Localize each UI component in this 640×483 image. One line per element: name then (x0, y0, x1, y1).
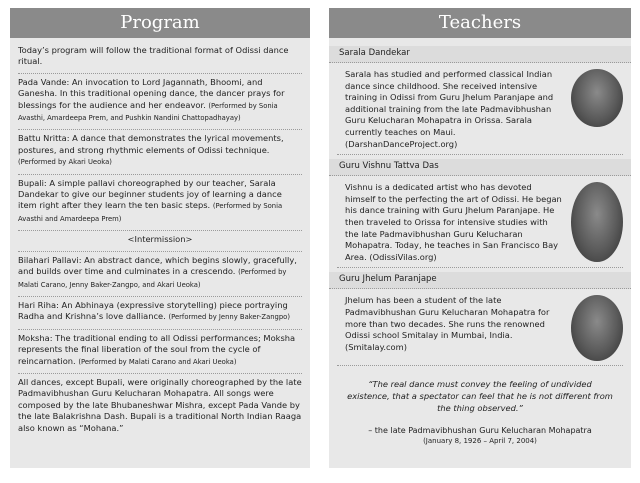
program-item-desc: : An Abhinaya (expressive storytelling) piece portraying Radha and Krishna’s love dalliance. (18, 299, 288, 322)
program-item (18, 330, 302, 374)
teacher-bio: Vishnu is a dedicated artist who has devoted himself to the perfecting the art of Odissi. He began his dance training with Guru Jhelum Paranjape. He then traveled to Orissa for intensive studies with the late Padmavibhushan Guru Kelucharan Mohapatra. Today, he teaches in San Francisco Bay Area. (OdissiVilas.org) (345, 182, 562, 262)
teachers-title: Teachers (329, 8, 631, 38)
program-intro: Today’s program will follow the traditional format of Odissi dance ritual. (18, 42, 302, 74)
program-item-note: (Performed by Malati Carano and Akari Ueoka) (78, 357, 237, 366)
teacher-photo (571, 295, 623, 361)
program-footer: All dances, except Bupali, were originally choreographed by the late Padmavibhushan Guru Kelucharan Mohapatra. All songs were composed by the late Bhubaneshwar Mishra, except Pada Vande by the late Balakrishna Dash. Bupali is a traditional North Indian Raaga also known as “Mohana.” (18, 376, 302, 433)
program-item-desc: : An invocation to Lord Jagannath, Bhoomi, and Ganesha. In this traditional opening dance, the dancer prays for blessings for the audience and her endeavor. (18, 76, 285, 110)
teacher-card (337, 155, 623, 268)
program-item-note: (Performed by Malati Carano, Jenny Baker-Zangpo, and Akari Ueoka) (18, 268, 287, 289)
program-item-name: Bupali (18, 177, 44, 188)
program-item (18, 130, 302, 174)
teacher-card (337, 42, 623, 155)
quote-text: “The real dance must convey the feeling of undivided existence, that a spectator can feel that he is not different from the thing observed.” (347, 379, 613, 414)
teacher-bio: Sarala has studied and performed classical Indian dance since childhood. She received intensive training in Odissi from Guru Jhelum Paranjape and additional training from the late Padmavibhushan Guru Kelucharan Mohapatra in Orissa. Sarala currently teaches on Maui. (DarshanDanceProject.org) (345, 69, 554, 149)
program-item-desc: : The traditional ending to all Odissi performances; Moksha represents the final liberation of the soul from the cycle of reincarnation. (18, 332, 296, 366)
teachers-panel (329, 8, 631, 468)
program-title: Program (10, 8, 310, 38)
program-item-name: Hari Riha (18, 299, 57, 310)
program-item-name: Pada Vande (18, 76, 67, 87)
program-item-desc: : An abstract dance, which begins slowly, gracefully, and builds over time and culminates in a crescendo. (18, 254, 297, 277)
program-item (18, 74, 302, 131)
teacher-bio: Jhelum has been a student of the late Padmavibhushan Guru Kelucharan Mohapatra for more than two decades. She runs the renowned Odissi school Smitalay in Mumbai, India. (Smitalay.com) (345, 295, 550, 352)
program-item-note: (Performed by Jenny Baker-Zangpo) (168, 313, 290, 322)
intermission-label: <Intermission> (18, 231, 302, 251)
program-item (18, 297, 302, 330)
teacher-name: Guru Jhelum Paranjape (329, 272, 631, 289)
teacher-name: Guru Vishnu Tattva Das (329, 159, 631, 176)
program-item-note: (Performed by Akari Ueoka) (18, 158, 112, 167)
quote-attribution: – the late Padmavibhushan Guru Kelucharan Mohapatra (368, 426, 592, 436)
teacher-photo (571, 182, 623, 262)
program-item-desc: : A dance that demonstrates the lyrical movements, postures, and strong rhythmic elements of Odissi technique. (18, 133, 284, 155)
program-item-desc: : A simple pallavi choreographed by our teacher, Sarala Dandekar to give our beginner students joy of learning a dance item right after they learn the ten basic steps. (18, 177, 282, 211)
program-item-name: Moksha (18, 332, 50, 343)
program-item (18, 252, 302, 297)
program-item-name: Bilahari Pallavi (18, 254, 79, 265)
quote-dates: (January 8, 1926 – April 7, 2004) (423, 437, 537, 446)
teacher-photo (571, 69, 623, 127)
teacher-card (337, 268, 623, 366)
program-panel (10, 8, 310, 468)
program-item-note: (Performed by Sonia Avasthi and Amardeepa Prem) (18, 202, 283, 223)
teacher-name: Sarala Dandekar (329, 46, 631, 63)
program-item-note: (Performed by Sonia Avasthi, Amardeepa Prem, and Pushkin Nandini Chattopadhayay) (18, 101, 278, 123)
program-item-name: Battu Nritta (18, 133, 67, 144)
program-item (18, 175, 302, 232)
